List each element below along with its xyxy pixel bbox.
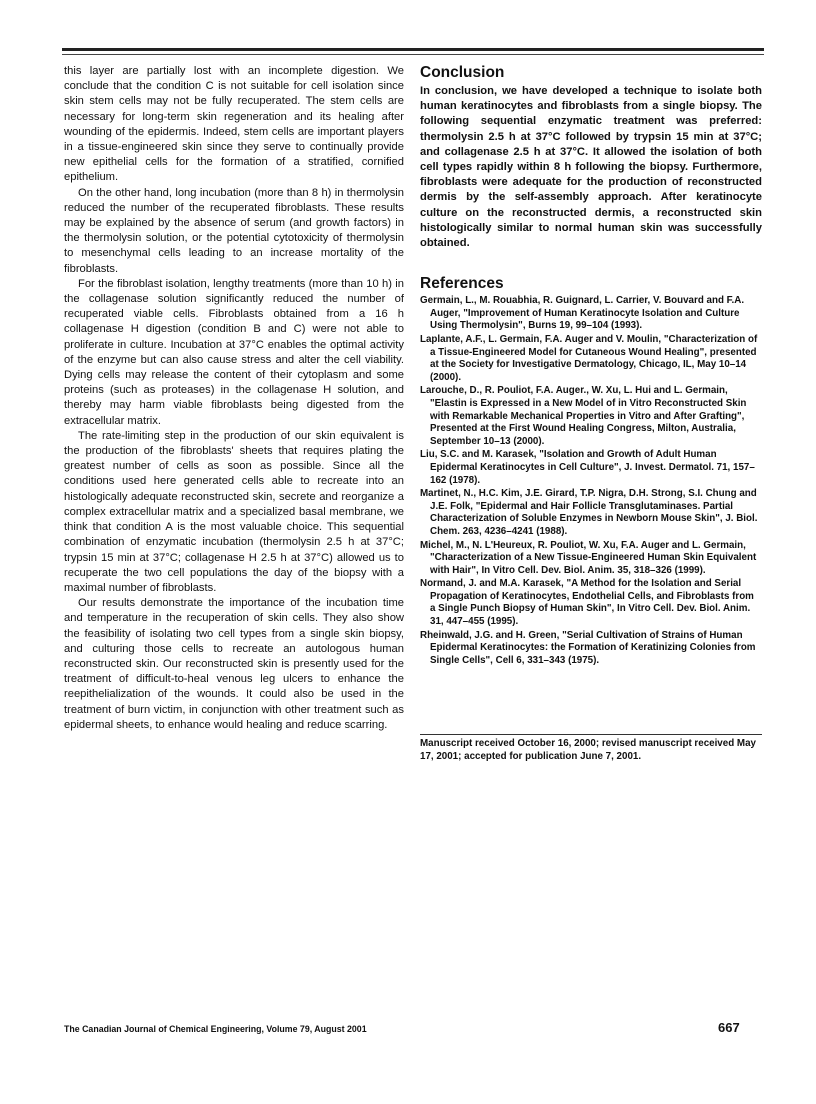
conclusion-text: In conclusion, we have developed a technique to isolate both human keratinocytes and fibroblasts from a single biopsy. The following sequential enzymatic treatment was preferred: thermolysin 2.5 h at 37°C followed by trypsin 15 min at 37°C; and collagenase 2.5 h at 37°C. It allowed the isolation of both cell types rapidly within 8 h following the biopsy. Furthermore, fibroblasts were adequate for the production of reconstructed dermis by the self-assembly approach. After keratinocyte culture on the reconstructed dermis, a reconstructed skin histologically similar to normal human skin was successfully obtained. xyxy=(420,85,762,250)
conclusion-heading: Conclusion xyxy=(420,64,505,81)
reference-list xyxy=(420,295,762,667)
footer-journal-title: The Canadian Journal of Chemical Engineering, Volume 79, August 2001 xyxy=(64,1024,367,1034)
body-paragraph: this layer are partially lost with an incomplete digestion. We conclude that the condition C is not suitable for cell isolation since skin stem cells may not be fully recuperated. The stem cells are necessary for long-term skin regeneration and its healing after wounding of the epidermis. Indeed, stem cells are important players in a tissue-engineered skin since they serve to continually provide new epithelial cells for the formation of a stratified, cornified epithelium. xyxy=(64,65,404,184)
body-paragraph: For the fibroblast isolation, lengthy treatments (more than 10 h) in the collagenase solution significantly reduced the number of recuperated viable cells. Fibroblasts obtained from a 16 h collagenase H digestion (condition B and C) were not able to proliferate in culture. Incubation at 37°C enables the optimal activity of the enzyme but can also cause stress and alter the cell viability. Dying cells may release the content of their cytoplasm and some proteins (such as proteases) in the collagenase H solution, and thereby may harm viable fibroblasts being digested from the extracellular matrix. xyxy=(64,277,404,427)
references-heading: References xyxy=(420,275,504,293)
reference-item: Martinet, N., H.C. Kim, J.E. Girard, T.P. Nigra, D.H. Strong, S.I. Chung and J.E. Folk, "Epidermal and Hair Follicle Transglutaminases. Partial Characterization of Soluble Enzymes in Newborn Mouse Skin", J. Biol. Chem. 263, 4236–4241 (1988). xyxy=(420,488,758,537)
header-rule-thin xyxy=(62,54,764,55)
body-paragraph: Our results demonstrate the importance of the incubation time and temperature in the recuperation of skin cells. They also show the feasibility of isolating two cell types from a single skin biopsy, and culturing those cells to recreate an autologous human reconstructed skin. Our reconstructed skin is presently used for the treatment of difficult-to-heal venous leg ulcers to enhance the reepithelialization of the wounds. It could also be used in the treatment of burn victim, in conjunction with other treatment such as epidermal sheets, to enhance would healing and reduce scarring. xyxy=(64,597,404,731)
reference-item: Michel, M., N. L'Heureux, R. Pouliot, W. Xu, F.A. Auger and L. Germain, "Characterization of a New Tissue-Engineered Human Skin Equivalent with Hair", In Vitro Cell. Dev. Biol. Anim. 35, 318–326 (1999). xyxy=(420,539,757,576)
manuscript-note: Manuscript received October 16, 2000; revised manuscript received May 17, 2001; accepted for publication June 7, 2001. xyxy=(420,734,762,764)
header-rule-thick xyxy=(62,48,764,51)
page-number: 667 xyxy=(718,1020,740,1035)
right-column xyxy=(420,64,762,668)
left-column xyxy=(64,64,404,733)
reference-item: Laplante, A.F., L. Germain, F.A. Auger and V. Moulin, "Characterization of a Tissue-Engineered Model for Cutaneous Wound Healing", presented at the Society for Investigative Dermatology, Chicago, IL, May 10–14 (2000). xyxy=(420,334,758,383)
reference-item: Germain, L., M. Rouabhia, R. Guignard, L. Carrier, V. Bouvard and F.A. Auger, "Improvement of Human Keratinocyte Isolation and Culture Using Thermolysin", Burns 19, 99–104 (1993). xyxy=(420,295,745,332)
reference-item: Rheinwald, J.G. and H. Green, "Serial Cultivation of Strains of Human Epidermal Keratinocytes: the Formation of Keratinizing Colonies from Single Cells", Cell 6, 331–343 (1975). xyxy=(420,629,756,666)
reference-item: Normand, J. and M.A. Karasek, "A Method for the Isolation and Serial Propagation of Keratinocytes, Endothelial Cells, and Fibroblasts from a Single Punch Biopsy of Human Skin", In Vitro Cell. Dev. Biol. Anim. 31, 447–455 (1995). xyxy=(420,578,754,628)
reference-item: Larouche, D., R. Pouliot, F.A. Auger., W. Xu, L. Hui and L. Germain, "Elastin is Expressed in a New Model of in Vitro Reconstructed Skin with Remarkable Mechanical Properties in Vitro and After Grafting", Presented at the First Wound Healing Congress, Milton, Australia, September 10–13 (2000). xyxy=(420,385,747,447)
body-paragraph: On the other hand, long incubation (more than 8 h) in thermolysin reduced the number of the recuperated fibroblasts. These results may be explained by the absence of serum (and growth factors) in the thermolysin solution, or the potential cytotoxicity of thermolysin to mesenchymal cells leading to an increase mortality of the fibroblasts. xyxy=(64,186,404,275)
reference-item: Liu, S.C. and M. Karasek, "Isolation and Growth of Adult Human Epidermal Keratinocytes in Cell Culture", J. Invest. Dermatol. 71, 157–162 (1978). xyxy=(420,449,755,486)
body-paragraph: The rate-limiting step in the production of our skin equivalent is the production of the fibroblasts' sheets that requires plating the greatest number of cells as soon as possible. Since all the conditions used here generated cells able to recreate into an histologically adequate reconstructed skin, secrete and reorganize a complex extracellular matrix and a specialized basal membrane, we think that condition A is the most valuable choice. This sequential combination of enzymatic incubation (thermolysin 2.5 h at 37°C; trypsin 15 min at 37°C; collagenase H 2.5 h at 37°C) allowed us to recuperate the two cell populations the day of the biopsy with a maximal number of fibroblasts. xyxy=(64,429,404,594)
